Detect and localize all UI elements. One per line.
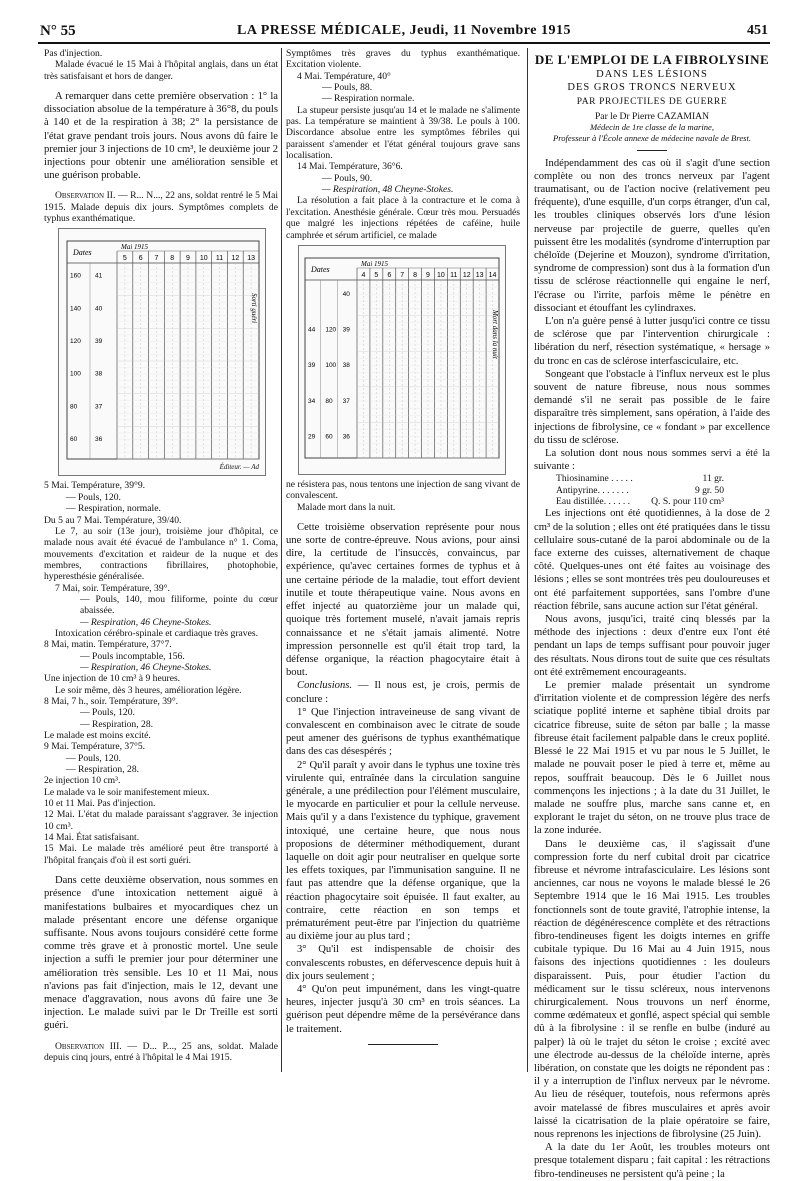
- clinical-note: Le soir même, dès 3 heures, amélioration légère.: [55, 684, 242, 696]
- column-2: [286, 48, 520, 1045]
- clinical-note: 8 Mai, matin. Température, 37°7.: [44, 639, 172, 651]
- paragraph: La solution dont nous nous sommes servi a été la suivante :: [534, 448, 770, 473]
- scale-label-p: 80: [325, 397, 333, 405]
- prescription-line: [534, 485, 770, 496]
- paragraph: Nous avons, jusqu'ici, traité cinq blessés par la méthode des injections : deux d'entre eux l'ont été pendant un laps de temps suffisant pour pouvoir juger des résultats. Nous dirons tout de suite que ces résultats ont été extrêmement encourageants.: [534, 614, 770, 678]
- day-label: 7: [400, 271, 405, 279]
- page-number: N° 55: [40, 23, 76, 39]
- end-rule: [368, 1044, 438, 1045]
- day-label: 6: [387, 271, 392, 279]
- clinical-note: 9 Mai. Température, 37°5.: [44, 741, 146, 753]
- clinical-note: 8 Mai, 7 h., soir. Température, 39°.: [44, 696, 179, 708]
- journal-title: LA PRESSE MÉDICALE, Jeudi, 11 Novembre 1915: [237, 23, 571, 38]
- paragraph: La stupeur persiste jusqu'au 14 et le malade ne s'alimente pas. La température se maintient à 39/38. Le pouls à 100. Discordance absolue entre les symptômes fébriles qui paraissent s'amender et l'état général toujours grave sans localisation.: [286, 104, 520, 162]
- column-3: [534, 48, 770, 1181]
- scale-label-p: 120: [70, 338, 81, 346]
- paragraph: Les injections ont été quotidiennes, à la dose de 2 cm³ de la solution ; elles ont été pratiquées dans le tissu cellulaire sous-cutané de la paroi abdominale ou de la face externe des cuisses, alternativement de chaque côté. Quelques-unes ont été faites au voisinage des lésions ; elles se sont montrées très peu douloureuses et ont été parfaitement supportées, sans l'ombre d'une réaction fébrile, sans aucune action sur l'état général.: [534, 508, 770, 612]
- clinical-note: 5 Mai. Température, 39°9.: [44, 480, 146, 492]
- vertical-note: Mort dans la nuit: [491, 309, 500, 359]
- ingredient: Thiosinamine . . . . .: [556, 473, 633, 485]
- clinical-note: Une injection de 10 cm³ à 9 heures.: [44, 673, 181, 685]
- clinical-note: 4 Mai. Température, 40°: [297, 70, 391, 82]
- observation-label: Observation III.: [55, 1040, 122, 1052]
- clinical-note: Le 7, au soir (13e jour), troisième jour d'hôpital, ce malade nous avait été évacué de l'ambulance n° 1. Coma, mouvements d'excitation et raideur de la nuque et des membres, contractions fibrillaires, photophobie, hyperesthésie généralisée.: [44, 525, 278, 583]
- day-label: 12: [462, 271, 471, 279]
- conclusion-item: 3° Qu'il est indispensable de choisir des convalescents robustes, en défervescence depuis huit à dix jours seulement ;: [286, 944, 520, 982]
- conclusions-label: Conclusions.: [297, 680, 353, 692]
- paragraph: Malade mort dans la nuit.: [297, 501, 396, 513]
- clinical-note: — Respiration, 28.: [66, 764, 140, 776]
- month-label: Mai 1915: [121, 243, 149, 252]
- paragraph: La résolution a fait place à la contracture et le coma à l'excitation. Anesthésie générale. Cœur très mou. Persuadés que malgré les injections répétées de caféine, huile camphrée et sérum artificiel, ce malade: [286, 195, 520, 241]
- observation-intro: — D... P..., 25 ans, soldat. Malade depuis cinq jours, entré à l'hôpital le 4 Mai 1915.: [44, 1040, 278, 1063]
- dates-label: Dates: [73, 248, 92, 258]
- day-label: 14: [488, 271, 497, 279]
- column-1: [44, 48, 278, 1063]
- chart-caption: Éditeur. — Ad: [219, 463, 259, 472]
- clinical-note: — Pouls, 140, mou filiforme, pointe du cœur abaissée.: [80, 593, 278, 617]
- clinical-note: Intoxication cérébro-spinale et cardiaque très graves.: [55, 627, 258, 639]
- scale-label-t: 38: [342, 362, 350, 370]
- dates-label: Dates: [311, 264, 330, 274]
- conclusion-item: 4° Qu'on peut impunément, dans les vingt-quatre heures, injecter jusqu'à 30 cm³ en trois séances. La guérison peut dépendre même de la persévérance dans le traitement.: [286, 983, 520, 1035]
- day-label: 10: [437, 271, 445, 279]
- clinical-note: Le malade va le soir manifestement mieux.: [44, 786, 210, 798]
- page-header: [38, 22, 770, 44]
- scale-label-p: 100: [70, 371, 81, 379]
- scale-label-r: 34: [308, 397, 316, 405]
- clinical-note: — Respiration, 48 Cheyne-Stokes.: [322, 184, 454, 196]
- scale-label-t: 39: [95, 338, 103, 346]
- chart-svg: [59, 229, 265, 475]
- conclusion-item: 2° Qu'il paraît y avoir dans le typhus une toxine très virulente qui, entraînée dans la circulation sanguine générale, a une prédilection pour l'élément musculaire, le myocarde en particulier et pour la cellule nerveuse. Mais qu'il y a dans l'existence du typhique, gravement intoxiqué, une certaine heure, que nous nous proposions de déterminer méthodiquement, durant laquelle on doit agir pour neutraliser en quelque sorte les effets toxiques, par l'immunisation sanguine. Il ne faut pas attendre que la défense organique, que la réaction phagocytaire soit épuisée. Il faut exalter, au contraire, cette réaction en son temps et prématurément peut-être par l'injection du quatrième au dixième jour au plus tard ;: [286, 759, 520, 943]
- scale-label-p: 80: [70, 403, 78, 411]
- article-title: DE L'EMPLOI DE LA FIBROLYSINE: [534, 52, 770, 67]
- clinical-note: — Respiration, normale.: [66, 503, 161, 515]
- paragraph: A remarquer dans cette première observation : 1° la dissociation absolue de la température à 36°8, du pouls à 140 et de la respiration à 38; 2° la persistance de l'état grave pendant trois jours. Nous avons dû faire le premier jour 3 injections de 10 cm³, le deuxième jour 2 injections pour obtenir une amélioration sensible et une guérison probable.: [44, 91, 278, 182]
- scale-label-p: 60: [70, 436, 78, 444]
- article-subtitle: DES GROS TRONCS NERVEUX: [567, 82, 737, 93]
- clinical-note: 2e injection 10 cm³.: [44, 775, 121, 787]
- scale-label-t: 40: [342, 290, 350, 298]
- scale-label-t: 37: [342, 397, 350, 405]
- paragraph: Dans cette deuxième observation, nous sommes en présence d'une intoxication nettement aiguë à manifestations bulbaires et myocardiques chez un malade présentant encore une défense organique suffisante. Nous avons toujours considéré cette forme comme très grave et à pronostic mortel. Une seule injection a suffi le premier jour pour déterminer une amélioration très sensible. Les 10 et 11 Mai, nous n'avions pas fait d'injection, mais le 12, devant une menace d'aggravation, nous avons dû faire une 3e injection. Le malade suivi par le Dr Treille est sorti guéri.: [44, 875, 278, 1032]
- clinical-note: — Pouls, 120.: [80, 707, 135, 719]
- scale-label-p: 160: [70, 273, 81, 281]
- prescription-line: [534, 473, 770, 484]
- clinical-note: 14 Mai. Température, 36°6.: [297, 161, 403, 173]
- article-subtitle: DANS LES LÉSIONS: [596, 69, 708, 80]
- ingredient: Eau distillée. . . . . .: [556, 496, 631, 508]
- paragraph: Pas d'injection.: [44, 48, 103, 59]
- day-label: 8: [413, 271, 418, 279]
- day-label: 9: [186, 255, 190, 263]
- day-label: 6: [138, 255, 143, 263]
- paragraph: ne résistera pas, nous tentons une injection de sang vivant de convalescent.: [286, 478, 520, 502]
- quantity: 9 gr. 50: [694, 484, 724, 496]
- article-subtitle: PAR PROJECTILES DE GUERRE: [576, 97, 728, 107]
- observation-intro: — R... N..., 22 ans, soldat rentré le 5 Mai 1915. Malade depuis dix jours. Symptômes complets de typhus exanthématique.: [44, 190, 279, 225]
- scale-label-t: 39: [342, 326, 350, 334]
- clinical-note: — Pouls, 90.: [322, 172, 373, 184]
- author-affiliation: Professeur à l'École annexe de médecine navale de Brest.: [552, 132, 752, 143]
- day-label: 5: [122, 255, 127, 263]
- day-label: 4: [361, 271, 366, 279]
- day-label: 11: [450, 271, 458, 279]
- scale-label-r: 39: [308, 362, 316, 370]
- author: Par le Dr Pierre CAZAMIAN: [594, 111, 710, 122]
- clinical-note: 10 et 11 Mai. Pas d'injection.: [44, 798, 156, 810]
- paragraph: Indépendamment des cas où il s'agit d'une section complète ou non des troncs nerveux par l'agent traumatisant, ou de l'action nocive (relativement peu fréquente), d'une esquille, d'un corps étranger, d'un cal, les troubles cliniques observés lors d'une lésion nerveuse par projectile de guerre, quelles qu'en puissent être les modalités (syndrome d'interruption par chéloïde (Dejerine et Mouzon), syndrome d'irritation, syndrome de compression) sont dus à la formation d'un tissu de sclérose réactionnelle qui engaine le nerf, l'écrase ou l'irrite, parfois même le pénètre en dissociant et étouffant les cylindraxes.: [534, 157, 770, 314]
- conclusions-heading: [286, 679, 520, 705]
- column-rule: [281, 48, 282, 1072]
- author-affiliation: Médecin de 1re classe de la marine,: [589, 122, 714, 133]
- clinical-note: 12 Mai. L'état du malade paraissant s'aggraver. 3e injection 10 cm³.: [44, 809, 278, 832]
- clinical-note: Le malade est moins excité.: [44, 730, 151, 742]
- scale-label-t: 38: [95, 371, 103, 379]
- temperature-chart-1: [58, 228, 266, 476]
- observation-label: Observation II.: [55, 190, 116, 202]
- clinical-note: — Pouls, 120.: [66, 491, 121, 503]
- clinical-note: 14 Mai. État satisfaisant.: [44, 832, 140, 844]
- clinical-note: — Respiration, 46 Cheyne-Stokes.: [80, 616, 212, 628]
- clinical-note: — Respiration normale.: [322, 93, 415, 105]
- clinical-note: — Pouls incomptable, 156.: [80, 650, 185, 662]
- scale-label-t: 36: [342, 433, 350, 441]
- folio: 451: [747, 23, 768, 38]
- conclusions-intro: — Il nous est, je crois, permis de conclure :: [286, 680, 520, 705]
- temperature-chart-2: [298, 245, 506, 475]
- paragraph: Dans le deuxième cas, il s'agissait d'une compression forte du nerf cubital droit par cicatrice fibreuse et névrome intrafasciculaire. Les lésions sont anciennes, car nous ne voyons le malade blessé le 26 Septembre 1914 que le 16 Mai 1915. Les troubles fonctionnels sont de toute gravité, l'atrophie intense, la réaction de dégénérescence complète et des rétractions fibro-tendineuses figent les doigts internes en griffe cubitale typique. Du 16 Mai au 4 Juin 1915, nous faisons des injections quotidiennes : les douleurs disparaissent. Puis, pour étudier l'action du médicament sur le tissu scléreux, nous intervenons chirurgicalement. Nous trouvons un nerf énorme, comme œdémateux et gonflé, aspect spécial qui semble dû à la fibrolysine : il se renfle en bulbe (induré au palper) là où le trajet du séton le croise ; excité avec une électrode au-dessus de la chéloïde interne, après libération, on constate que les doigts ne répondent pas : il y a interruption de l'influx nerveux par le névrome. Au lieu de réséquer, toutefois, nous refermons après avoir matelassé de fibres musculaires et après avoir laissé la cicatrisation de la plaie opératoire se faire, nous reprenons les injections de fibrolysine (25 Juin).: [534, 838, 770, 1140]
- clinical-note: 7 Mai, soir. Température, 39°.: [55, 582, 170, 594]
- observation-heading: [44, 1041, 278, 1064]
- paragraph: A la date du 1er Août, les troubles moteurs ont presque totalement disparu ; fait capital : les rétractions fibro-tendineuses ne persistent qu'à peine ; la: [534, 1142, 770, 1180]
- day-label: 9: [426, 271, 430, 279]
- column-rule: [527, 48, 528, 1072]
- paragraph: L'on n'a guère pensé à lutter jusqu'ici contre ce tissu de sclérose que par l'intervention chirurgicale : libération du nerf, résection systématique, « hersage » du tronc en cas de sclérose interfasciculaire, etc.: [534, 315, 770, 367]
- prescription-line: [534, 496, 770, 507]
- paragraph: Songeant que l'obstacle à l'influx nerveux est le plus souvent de nature fibreuse, nous nous sommes demandé s'il ne serait pas possible de le faire disparaître très simplement, sans opération, à l'aide des injections de fibrolysine, ce « fondant » par excellence du tissu de sclérose.: [534, 368, 770, 446]
- title-rule: [637, 150, 667, 151]
- day-label: 12: [231, 255, 240, 263]
- clinical-note: — Pouls, 120.: [66, 752, 121, 764]
- scale-label-p: 60: [325, 433, 333, 441]
- vertical-note: Sorti guéri: [249, 293, 258, 324]
- quantity: Q. S. pour 110 cm³: [651, 496, 724, 508]
- paragraph: Symptômes très graves du typhus exanthématique. Excitation violente.: [286, 48, 520, 71]
- day-label: 8: [170, 255, 175, 263]
- scale-label-t: 41: [95, 273, 103, 281]
- clinical-note: 15 Mai. Le malade très amélioré peut être transporté à l'hôpital français d'où il est sorti guéri.: [44, 843, 278, 866]
- scale-label-p: 140: [70, 305, 81, 313]
- clinical-note: — Pouls, 88.: [322, 82, 373, 94]
- scale-label-p: 120: [325, 326, 337, 334]
- day-label: 10: [199, 255, 208, 263]
- paragraph: Le premier malade présentait un syndrome d'irritation violente et de compression légère des nerfs sciatique poplité interne et saphène tibial droits par cicatrice fibreuse, suite de séton par balle ; la masse fibreuse était facilement palpable dans le creux poplité. Blessé le 22 Mai 1915 et vu par nous le 5 Juillet, le malade ne pouvait poser le pied à terre et, même au repos, souffrait beaucoup. Dès le 6 Juillet nous commençons les injections ; à la date du 31 Juillet, le malade ne souffre plus, marche sans canne et, en explorant le trajet du séton, on ne trouve plus trace de la zone indurée.: [534, 680, 770, 837]
- quantity: 11 gr.: [702, 473, 724, 485]
- chart-svg: [299, 246, 505, 474]
- paragraph: Malade évacué le 15 Mai à l'hôpital anglais, dans un état très satisfaisant et hors de danger.: [44, 59, 278, 82]
- scale-label-t: 37: [95, 403, 103, 411]
- clinical-note: Du 5 au 7 Mai. Température, 39/40.: [44, 514, 182, 526]
- day-label: 7: [154, 255, 159, 263]
- day-label: 11: [215, 255, 224, 263]
- scale-label-t: 40: [95, 305, 103, 313]
- day-label: 13: [475, 271, 484, 279]
- clinical-note: — Respiration, 28.: [80, 718, 154, 730]
- scale-label-r: 44: [308, 326, 316, 334]
- scale-label-p: 100: [325, 362, 337, 370]
- scale-label-r: 29: [308, 433, 316, 441]
- scale-label-t: 36: [95, 436, 103, 444]
- day-label: 13: [247, 255, 256, 263]
- month-label: Mai 1915: [361, 259, 389, 268]
- paragraph: Cette troisième observation représente pour nous une sorte de contre-épreuve. Nous avions, pour ainsi dire, la certitude de l'insuccès, convaincus, par expérience, qu'avec certaines formes de typhus et à une certaine période de la maladie, tout effort devient inutile et toute thérapeutique vaine. Nous avons en effet injecté au quatorzième jour un malade qui, quoique très fortement muselé, n'avait jamais repris connaissance et ne s'était jamais alimenté. Notre impression personnelle est qu'il était trop tard, la défense organique, la réaction phagocytaire était à bout.: [286, 521, 520, 679]
- ingredient: Antipyrine. . . . . . .: [556, 484, 629, 496]
- observation-heading: [44, 190, 278, 224]
- day-label: 5: [374, 271, 379, 279]
- conclusion-item: 1° Que l'injection intraveineuse de sang vivant de convalescent en combinaison avec le citrate de soude peut amener des guérisons de typhus exanthématique dans des cas désespérés ;: [286, 706, 520, 758]
- clinical-note: — Respiration, 46 Cheyne-Stokes.: [80, 661, 212, 673]
